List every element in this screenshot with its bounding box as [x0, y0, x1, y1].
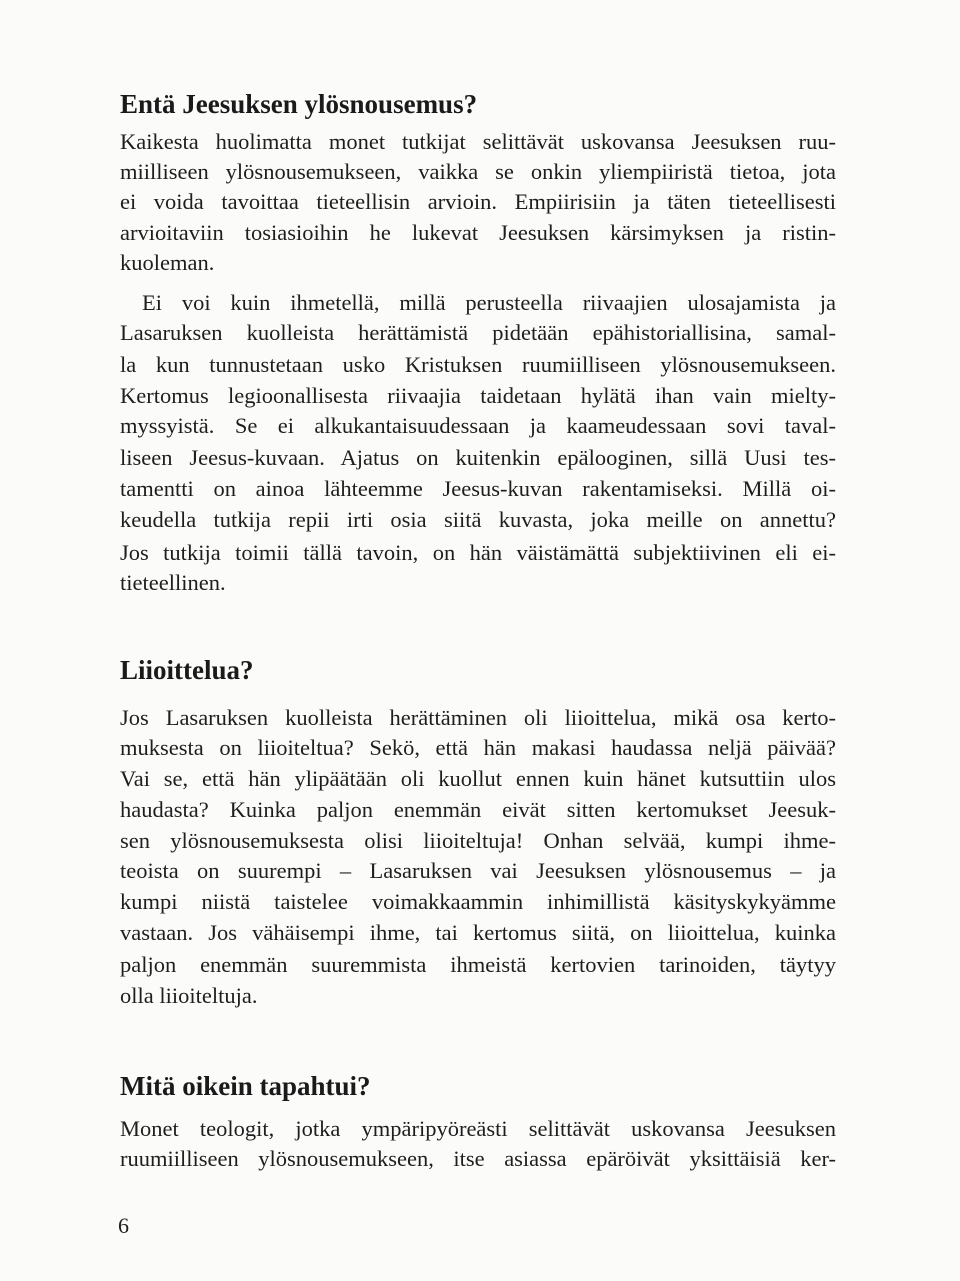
- text-line: haudasta? Kuinka paljon enemmän eivät sitten kertomukset Jeesuk-: [120, 797, 836, 822]
- text-line: Kaikesta huolimatta monet tutkijat selittävät uskovansa Jeesuksen ruu-: [120, 129, 836, 154]
- text-line: liseen Jeesus-kuvaan. Ajatus on kuitenkin epälooginen, sillä Uusi tes-: [120, 445, 836, 470]
- text-line: kumpi niistä taistelee voimakkaammin inhimillistä käsityskykyämme: [120, 889, 836, 914]
- text-line: la kun tunnustetaan usko Kristuksen ruumiilliseen ylösnousemukseen.: [120, 352, 836, 377]
- text-line: tieteellinen.: [120, 570, 226, 595]
- text-line: miilliseen ylösnousemukseen, vaikka se onkin yliempiiristä tietoa, jota: [120, 159, 836, 184]
- text-line: sen ylösnousemuksesta olisi liioiteltuja! Onhan selvää, kumpi ihme-: [120, 828, 836, 853]
- text-line: vastaan. Jos vähäisempi ihme, tai kertomus siitä, on liioittelua, kuinka: [120, 920, 836, 945]
- text-line: Lasaruksen kuolleista herättämistä pidetään epähistoriallisina, samal-: [120, 320, 836, 345]
- text-line: muksesta on liioiteltua? Sekö, että hän makasi haudassa neljä päivää?: [120, 735, 836, 760]
- text-line: Jos tutkija toimii tällä tavoin, on hän väistämättä subjektiivinen eli ei-: [120, 540, 836, 565]
- section-heading: Liioittelua?: [120, 655, 254, 685]
- text-line: Jos Lasaruksen kuolleista herättäminen oli liioittelua, mikä osa kerto-: [120, 705, 836, 730]
- text-line: olla liioiteltuja.: [120, 983, 258, 1008]
- text-line: tamentti on ainoa lähteemme Jeesus-kuvan rakentamiseksi. Millä oi-: [120, 476, 836, 501]
- page-number: 6: [118, 1213, 129, 1238]
- text-line: kuoleman.: [120, 250, 215, 275]
- section-heading: Entä Jeesuksen ylösnousemus?: [120, 89, 478, 119]
- text-line: teoista on suurempi – Lasaruksen vai Jeesuksen ylösnousemus – ja: [120, 858, 836, 883]
- text-line: Ei voi kuin ihmetellä, millä perusteella riivaajien ulosajamista ja: [142, 290, 836, 315]
- section-heading: Mitä oikein tapahtui?: [120, 1071, 371, 1101]
- text-line: Vai se, että hän ylipäätään oli kuollut ennen kuin hänet kutsuttiin ulos: [120, 766, 836, 791]
- text-line: ruumiilliseen ylösnousemukseen, itse asiassa epäröivät yksittäisiä ker-: [120, 1146, 836, 1171]
- text-line: Kertomus legioonallisesta riivaajia taidetaan hylätä ihan vain mielty-: [120, 383, 836, 408]
- text-line: paljon enemmän suuremmista ihmeistä kertovien tarinoiden, täytyy: [120, 952, 836, 977]
- text-line: keudella tutkija repii irti osia siitä kuvasta, joka meille on annettu?: [120, 507, 836, 532]
- text-line: Monet teologit, jotka ympäripyöreästi selittävät uskovansa Jeesuksen: [120, 1116, 836, 1141]
- text-line: arvioitaviin tosiasioihin he lukevat Jeesuksen kärsimyksen ja ristin-: [120, 220, 836, 245]
- text-line: ei voida tavoittaa tieteellisin arvioin. Empiirisiin ja täten tieteellisesti: [120, 189, 836, 214]
- text-line: myssyistä. Se ei alkukantaisuudessaan ja kaameudessaan sovi taval-: [120, 413, 836, 438]
